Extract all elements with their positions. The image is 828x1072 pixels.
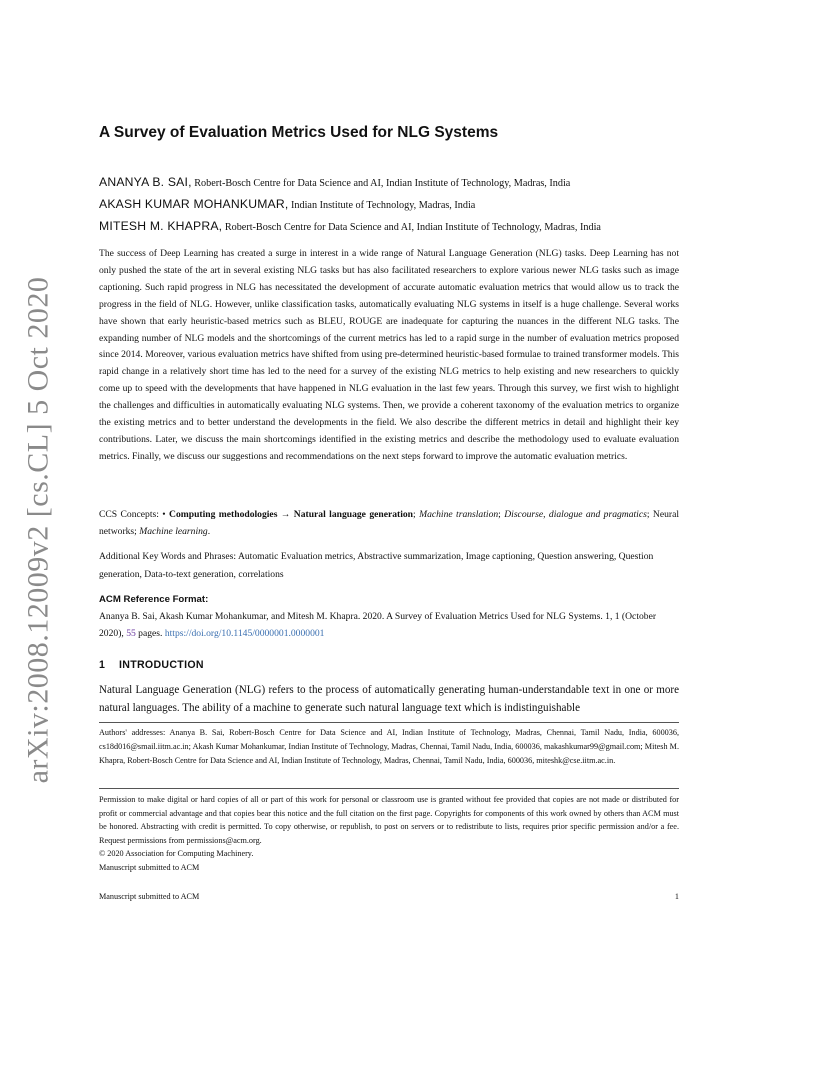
footnote-rule <box>99 722 679 723</box>
author-name: AKASH KUMAR MOHANKUMAR, <box>99 197 289 211</box>
author-line <box>99 216 699 238</box>
ccs-term: Machine learning <box>139 526 208 537</box>
author-name: MITESH M. KHAPRA, <box>99 219 223 233</box>
reference-citation <box>99 609 679 642</box>
section-number: 1 <box>99 659 106 671</box>
copyright-line: © 2020 Association for Computing Machinery. <box>99 849 254 859</box>
permission-text: Permission to make digital or hard copies of all or part of this work for personal or classroom use is granted without fee provided that copies are not made or distributed for profit or commercial advantage and that copies bear this notice and the full citation on the first page. Copyrights for components of this work owned by others than ACM must be honored. Abstracting with credit is permitted. To copy otherwise, or republish, to post on servers or to redistribute to lists, requires prior specific permission and/or a fee. Request permissions from permissions@acm.org. <box>99 795 679 845</box>
ccs-separator: ; <box>498 509 505 520</box>
reference-heading: ACM Reference Format: <box>99 594 209 605</box>
ccs-concepts <box>99 506 679 540</box>
arxiv-stamp <box>16 276 60 784</box>
permission-rule <box>99 788 679 789</box>
page-number: 1 <box>674 892 679 901</box>
reference-pages-suffix: pages. <box>135 627 165 639</box>
page-footer <box>99 892 679 901</box>
permission-notice <box>99 793 679 875</box>
author-list <box>99 172 699 238</box>
author-name: ANANYA B. SAI, <box>99 175 192 189</box>
ccs-separator: ; <box>413 509 420 520</box>
reference-text: Ananya B. Sai, Akash Kumar Mohankumar, and Mitesh M. Khapra. 2020. A Survey of Evaluation Metrics Used for NLG Systems. 1, 1 (October 2020), <box>99 611 657 639</box>
manuscript-note: Manuscript submitted to ACM <box>99 862 200 872</box>
footer-manuscript: Manuscript submitted to ACM <box>99 892 200 901</box>
author-addresses: Authors' addresses: Ananya B. Sai, Robert-Bosch Centre for Data Science and AI, Indian Institute of Technology, Madras, Chennai, Tamil Nadu, India, 600036, cs18d016@smail.iitm.ac.in; Akash Kumar Mohankumar, Indian Institute of Technology, Madras, Chennai, Tamil Nadu, India, 600036, makashkumar99@gmail.com; Mitesh M. Khapra, Robert-Bosch Centre for Data Science and AI, Indian Institute of Technology, Madras, Chennai, Tamil Nadu, India, 600036, miteshk@cse.iitm.ac.in. <box>99 728 679 765</box>
keywords: Additional Key Words and Phrases: Automatic Evaluation metrics, Abstractive summarization, Image captioning, Question answering, Question generation, Data-to-text generation, correlations <box>99 551 654 580</box>
ccs-label: CCS Concepts: • <box>99 509 170 520</box>
paper-title: A Survey of Evaluation Metrics Used for NLG Systems <box>99 124 499 141</box>
arxiv-stamp-text: arXiv:2008.12009v2 [cs.CL] 5 Oct 2020 <box>21 276 55 784</box>
section-heading <box>99 659 204 671</box>
author-line <box>99 172 699 194</box>
ccs-separator: . <box>207 526 211 537</box>
author-line <box>99 194 699 216</box>
section-title: INTRODUCTION <box>119 659 204 671</box>
ccs-term: Discourse, dialogue and pragmatics <box>504 509 647 520</box>
author-affiliation: Robert-Bosch Centre for Data Science and AI, Indian Institute of Technology, Madras, India <box>191 178 571 189</box>
page-count-link[interactable]: 55 <box>126 627 136 639</box>
ccs-separator: ; Neural networks; <box>99 509 679 537</box>
introduction-text: Natural Language Generation (NLG) refers to the process of automatically generating human-understandable text in one or more natural languages. The ability of a machine to generate such natural language text which is indistinguishable <box>99 684 679 714</box>
abstract: The success of Deep Learning has created a surge in interest in a wide range of Natural Language Generation (NLG) tasks. Deep Learning has not only pushed the state of the art in several existing NLG tasks but has also facilitated researchers to explore various newer NLG tasks such as image captioning. Such rapid progress in NLG has necessitated the development of accurate automatic evaluation metrics that would allow us to track the progress in the field of NLG. However, unlike classification tasks, automatically evaluating NLG systems in itself is a huge challenge. Several works have shown that early heuristic-based metrics such as BLEU, ROUGE are inadequate for capturing the nuances in the different NLG tasks. The expanding number of NLG models and the shortcomings of the current metrics has led to a rapid surge in the number of evaluation metrics proposed since 2014. Moreover, various evaluation metrics have shifted from using pre-determined heuristic-based formulae to trained transformer models. This rapid change in a relatively short time has led to the need for a survey of the existing NLG metrics to help existing and new researchers to quickly come up to speed with the developments that have happened in NLG evaluation in the last few years. Through this survey, we first wish to highlight the challenges and difficulties in automatically evaluating NLG systems. Then, we provide a coherent taxonomy of the evaluation metrics to organize the existing metrics and to better understand the developments in the field. We also describe the different metrics in detail and highlight their key contributions. Later, we discuss the main shortcomings identified in the existing metrics and describe the methodology used to evaluate evaluation metrics. Finally, we discuss our suggestions and recommendations on the next steps forward to improve the automatic evaluation metrics. <box>99 248 679 462</box>
ccs-term: Machine translation <box>419 509 499 520</box>
doi-link[interactable]: https://doi.org/10.1145/0000001.0000001 <box>164 627 325 639</box>
author-affiliation: Robert-Bosch Centre for Data Science and AI, Indian Institute of Technology, Madras, India <box>222 222 601 233</box>
author-affiliation: Indian Institute of Technology, Madras, India <box>288 200 476 211</box>
ccs-primary: Computing methodologies → Natural language generation <box>169 509 414 520</box>
